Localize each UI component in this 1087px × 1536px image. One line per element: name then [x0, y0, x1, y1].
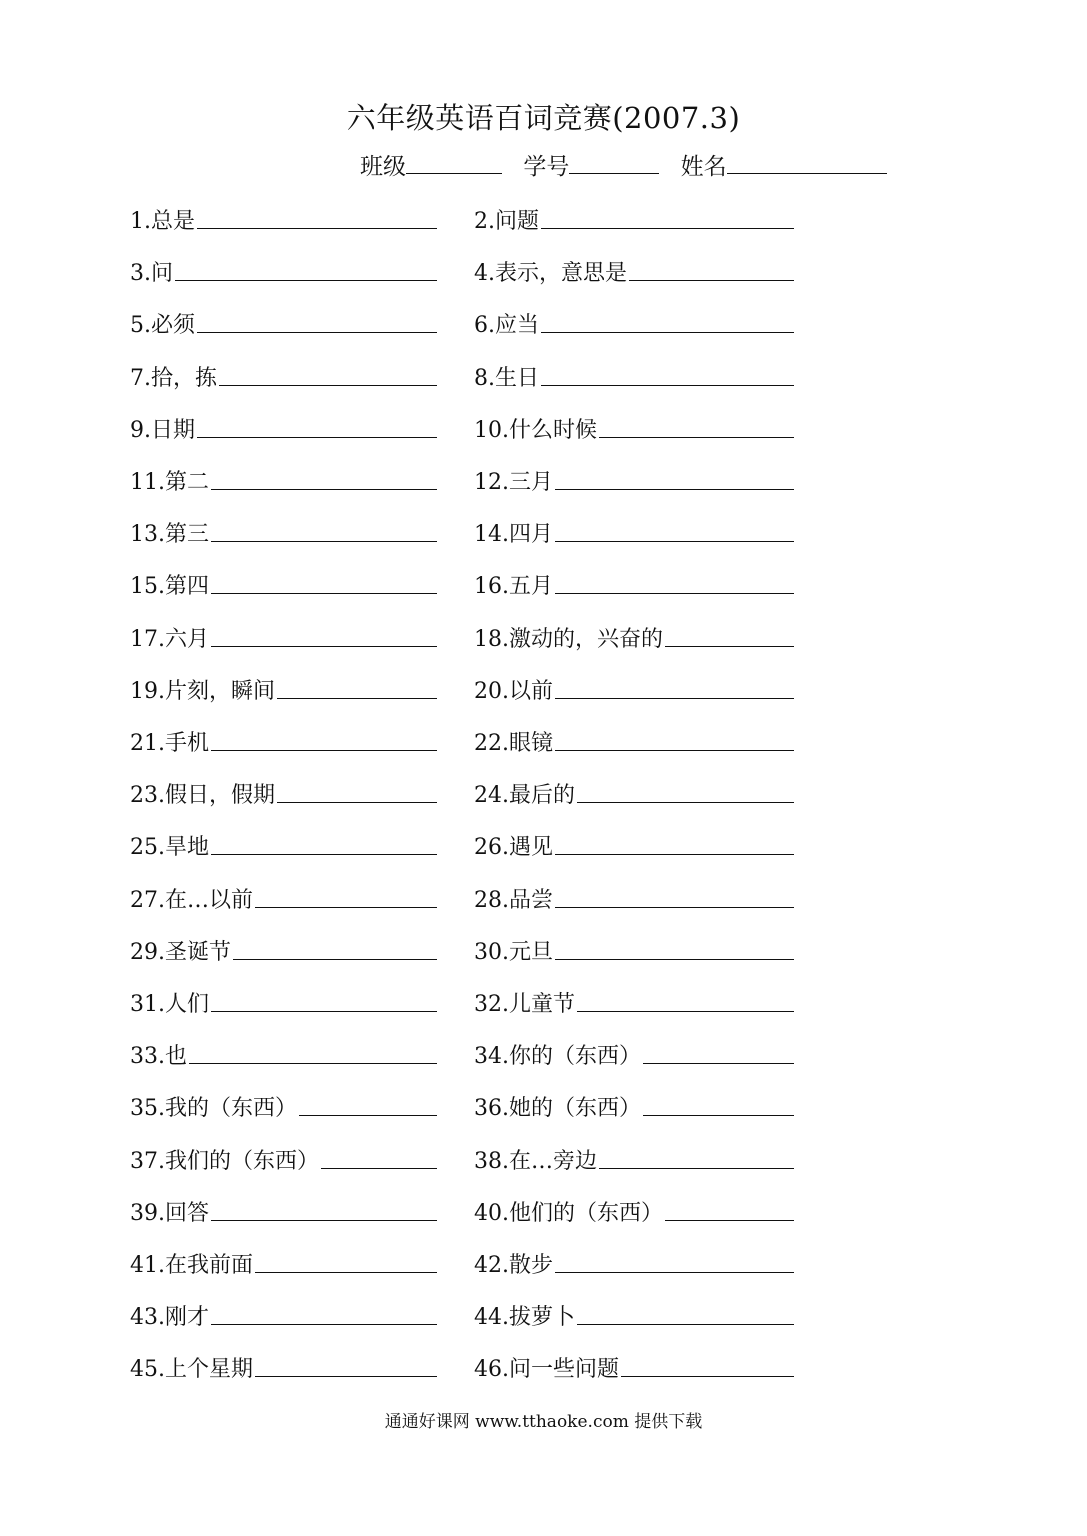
student-number-label: 学号	[523, 154, 570, 180]
item-number: 11.	[130, 470, 165, 495]
item-number: 25.	[130, 835, 165, 861]
item-text: 问题	[495, 209, 540, 234]
class-field[interactable]	[406, 151, 502, 174]
vocab-item	[130, 299, 437, 339]
item-number: 14.	[474, 522, 509, 548]
vocab-prompt	[474, 1196, 663, 1227]
vocab-prompt	[474, 465, 553, 496]
vocab-prompt	[474, 1248, 553, 1279]
item-text: 应当	[495, 313, 540, 339]
item-number: 10.	[474, 417, 509, 443]
vocab-prompt	[130, 1248, 253, 1279]
vocab-prompt	[130, 830, 209, 861]
answer-blank[interactable]	[555, 907, 794, 908]
item-text: 六月	[165, 626, 210, 652]
item-text: 什么时候	[509, 417, 598, 443]
vocab-item	[130, 821, 437, 861]
vocab-item	[130, 665, 437, 705]
vocab-item	[130, 613, 437, 653]
answer-blank[interactable]	[629, 280, 794, 281]
vocab-item	[130, 717, 437, 757]
vocab-item	[474, 508, 794, 548]
item-number: 36.	[474, 1096, 509, 1122]
vocab-item	[130, 1082, 437, 1122]
item-number: 18.	[474, 626, 509, 652]
answer-blank[interactable]	[211, 593, 437, 594]
item-number: 22.	[474, 731, 509, 756]
answer-blank[interactable]	[665, 646, 794, 647]
item-number: 12.	[474, 470, 509, 495]
vocab-prompt	[130, 1352, 253, 1383]
answer-blank[interactable]	[197, 332, 437, 333]
answer-blank[interactable]	[299, 1115, 437, 1116]
vocab-prompt	[130, 1300, 209, 1331]
item-text: 你的（东西）	[509, 1044, 642, 1070]
vocab-item	[474, 352, 794, 392]
vocab-item	[474, 978, 794, 1018]
item-number: 31.	[130, 992, 165, 1017]
vocab-item	[474, 1239, 794, 1279]
vocab-prompt	[474, 883, 553, 914]
item-text: 四月	[509, 522, 554, 548]
vocab-prompt	[474, 622, 663, 653]
item-text: 片刻，瞬间	[165, 678, 276, 704]
answer-blank[interactable]	[555, 489, 794, 490]
vocab-item	[130, 404, 437, 444]
vocab-prompt	[474, 1091, 641, 1122]
vocab-item	[474, 613, 794, 653]
answer-blank[interactable]	[621, 1376, 794, 1377]
vocab-prompt	[474, 1300, 575, 1331]
item-text: 表示，意思是	[495, 261, 628, 287]
page-title: 六年级英语百词竞赛(2007.3)	[346, 101, 741, 135]
vocab-prompt	[130, 674, 275, 705]
item-text: 手机	[165, 731, 210, 756]
answer-blank[interactable]	[175, 280, 437, 281]
vocab-prompt	[130, 204, 195, 235]
answer-blank[interactable]	[211, 489, 437, 490]
item-text: 我们的（东西）	[165, 1148, 320, 1174]
vocab-item	[130, 195, 437, 235]
vocab-item	[130, 247, 437, 287]
vocab-prompt	[130, 1196, 209, 1227]
student-info-line	[360, 148, 887, 181]
answer-blank[interactable]	[211, 750, 437, 751]
item-number: 8.	[474, 365, 495, 391]
item-number: 13.	[130, 522, 165, 548]
item-text: 她的（东西）	[509, 1096, 642, 1122]
answer-blank[interactable]	[197, 437, 437, 438]
item-text: 刚才	[165, 1305, 210, 1331]
vocab-item	[474, 926, 794, 966]
item-number: 45.	[130, 1357, 165, 1383]
vocab-prompt	[474, 830, 553, 861]
item-text: 我的（东西）	[165, 1096, 298, 1122]
vocab-item	[474, 195, 794, 235]
answer-blank[interactable]	[599, 1168, 794, 1169]
answer-blank[interactable]	[555, 1272, 794, 1273]
answer-blank[interactable]	[577, 1324, 794, 1325]
answer-blank[interactable]	[599, 437, 794, 438]
item-text: 五月	[509, 574, 554, 600]
vocab-prompt	[130, 1091, 297, 1122]
answer-blank[interactable]	[665, 1220, 794, 1221]
vocab-prompt	[130, 1144, 319, 1175]
vocab-item	[130, 1030, 437, 1070]
item-number: 5.	[130, 313, 151, 339]
vocab-item	[474, 1030, 794, 1070]
item-number: 2.	[474, 209, 495, 234]
answer-blank[interactable]	[321, 1168, 437, 1169]
answer-blank[interactable]	[643, 1063, 794, 1064]
item-text: 儿童节	[509, 992, 576, 1017]
item-text: 最后的	[509, 783, 576, 809]
item-text: 他们的（东西）	[509, 1200, 664, 1226]
vocab-prompt	[130, 935, 231, 966]
vocab-prompt	[130, 622, 209, 653]
class-label: 班级	[360, 154, 406, 180]
vocab-prompt	[130, 465, 209, 496]
item-text: 第二	[165, 470, 210, 495]
vocab-prompt	[474, 1144, 597, 1175]
item-number: 17.	[130, 626, 165, 652]
vocab-item	[474, 874, 794, 914]
answer-blank[interactable]	[555, 854, 794, 855]
item-number: 24.	[474, 783, 509, 809]
vocab-prompt	[474, 256, 627, 287]
vocab-item	[130, 508, 437, 548]
vocab-item	[474, 717, 794, 757]
vocab-item	[474, 1291, 794, 1331]
name-label: 姓名	[680, 154, 727, 180]
answer-blank[interactable]	[255, 1376, 437, 1377]
answer-blank[interactable]	[555, 593, 794, 594]
vocab-item	[474, 665, 794, 705]
vocab-item	[130, 1291, 437, 1331]
item-number: 16.	[474, 574, 509, 600]
vocab-prompt	[130, 726, 209, 757]
name-field[interactable]	[727, 151, 887, 174]
vocab-prompt	[130, 883, 253, 914]
answer-blank[interactable]	[577, 802, 794, 803]
vocab-prompt	[130, 361, 217, 392]
vocab-prompt	[130, 987, 209, 1018]
answer-blank[interactable]	[211, 1324, 437, 1325]
item-text: 日期	[151, 417, 196, 443]
vocab-item	[474, 299, 794, 339]
item-number: 39.	[130, 1200, 165, 1226]
item-number: 9.	[130, 417, 151, 443]
item-text: 也	[165, 1044, 188, 1070]
vocab-prompt	[474, 413, 597, 444]
item-text: 以前	[509, 678, 554, 704]
vocab-item	[130, 874, 437, 914]
item-text: 假日，假期	[165, 783, 276, 809]
item-number: 20.	[474, 678, 509, 704]
item-text: 上个星期	[165, 1357, 254, 1383]
vocab-item	[474, 1135, 794, 1175]
item-number: 40.	[474, 1200, 509, 1226]
item-number: 29.	[130, 939, 165, 965]
vocab-prompt	[474, 935, 553, 966]
item-text: 三月	[509, 470, 554, 495]
answer-blank[interactable]	[555, 750, 794, 751]
vocab-prompt	[474, 517, 553, 548]
vocab-item	[474, 1082, 794, 1122]
vocab-item	[474, 247, 794, 287]
vocab-item	[130, 352, 437, 392]
answer-blank[interactable]	[255, 1272, 437, 1273]
item-text: 眼镜	[509, 731, 554, 756]
vocab-item	[130, 1135, 437, 1175]
vocab-prompt	[474, 1039, 641, 1070]
item-number: 21.	[130, 731, 165, 756]
item-text: 激动的，兴奋的	[509, 626, 664, 652]
item-number: 1.	[130, 209, 151, 234]
item-number: 38.	[474, 1148, 509, 1174]
item-number: 27.	[130, 887, 165, 913]
vocab-prompt	[474, 987, 575, 1018]
vocab-prompt	[474, 569, 553, 600]
item-text: 散步	[509, 1253, 554, 1278]
item-number: 30.	[474, 939, 509, 965]
item-text: 拾，拣	[151, 365, 218, 391]
answer-blank[interactable]	[211, 1011, 437, 1012]
item-text: 问	[151, 261, 174, 287]
vocab-item	[474, 769, 794, 809]
vocab-prompt	[130, 778, 275, 809]
vocab-prompt	[130, 569, 209, 600]
item-number: 44.	[474, 1305, 509, 1331]
item-number: 46.	[474, 1357, 509, 1383]
vocab-prompt	[474, 204, 539, 235]
vocab-item	[130, 456, 437, 496]
answer-blank[interactable]	[197, 228, 437, 229]
vocab-prompt	[474, 308, 539, 339]
item-number: 19.	[130, 678, 165, 704]
item-text: 拔萝卜	[509, 1305, 576, 1331]
item-number: 35.	[130, 1096, 165, 1122]
item-number: 7.	[130, 365, 151, 391]
item-number: 26.	[474, 835, 509, 861]
answer-blank[interactable]	[211, 646, 437, 647]
vocab-prompt	[130, 1039, 187, 1070]
item-text: 在…以前	[165, 887, 254, 913]
vocab-prompt	[474, 778, 575, 809]
vocab-item	[130, 1343, 437, 1383]
answer-blank[interactable]	[219, 385, 437, 386]
item-text: 遇见	[509, 835, 554, 861]
item-number: 6.	[474, 313, 495, 339]
answer-blank[interactable]	[211, 541, 437, 542]
vocab-item	[130, 1239, 437, 1279]
answer-blank[interactable]	[541, 228, 794, 229]
vocab-item	[130, 560, 437, 600]
answer-blank[interactable]	[233, 959, 437, 960]
answer-blank[interactable]	[277, 698, 437, 699]
vocab-prompt	[474, 1352, 619, 1383]
vocab-item	[474, 821, 794, 861]
item-number: 4.	[474, 261, 495, 287]
vocab-prompt	[130, 308, 195, 339]
item-text: 旱地	[165, 835, 210, 861]
item-text: 在…旁边	[509, 1148, 598, 1174]
item-text: 生日	[495, 365, 540, 391]
answer-blank[interactable]	[555, 698, 794, 699]
vocab-prompt	[474, 674, 553, 705]
item-number: 32.	[474, 992, 509, 1017]
vocab-item	[474, 1343, 794, 1383]
item-text: 品尝	[509, 887, 554, 913]
answer-blank[interactable]	[555, 959, 794, 960]
answer-blank[interactable]	[541, 332, 794, 333]
vocab-item	[130, 769, 437, 809]
item-number: 3.	[130, 261, 151, 287]
vocab-prompt	[130, 413, 195, 444]
vocab-prompt	[474, 726, 553, 757]
item-text: 总是	[151, 209, 196, 234]
vocab-item	[474, 1187, 794, 1227]
vocab-prompt	[130, 517, 209, 548]
answer-blank[interactable]	[555, 541, 794, 542]
item-number: 42.	[474, 1253, 509, 1278]
item-text: 问一些问题	[509, 1357, 620, 1383]
answer-blank[interactable]	[211, 1220, 437, 1221]
item-number: 43.	[130, 1305, 165, 1331]
answer-blank[interactable]	[211, 854, 437, 855]
vocab-item	[130, 1187, 437, 1227]
item-number: 23.	[130, 783, 165, 809]
item-number: 37.	[130, 1148, 165, 1174]
answer-blank[interactable]	[277, 802, 437, 803]
item-text: 在我前面	[165, 1253, 254, 1278]
answer-blank[interactable]	[189, 1063, 437, 1064]
item-number: 15.	[130, 574, 165, 600]
vocab-item	[474, 560, 794, 600]
item-text: 人们	[165, 992, 210, 1017]
vocab-item	[130, 978, 437, 1018]
vocab-prompt	[474, 361, 539, 392]
answer-blank[interactable]	[643, 1115, 794, 1116]
answer-blank[interactable]	[577, 1011, 794, 1012]
vocab-item	[130, 926, 437, 966]
item-text: 元旦	[509, 939, 554, 965]
item-text: 回答	[165, 1200, 210, 1226]
answer-blank[interactable]	[541, 385, 794, 386]
item-text: 圣诞节	[165, 939, 232, 965]
item-number: 41.	[130, 1253, 165, 1278]
item-text: 必须	[151, 313, 196, 339]
item-number: 33.	[130, 1044, 165, 1070]
vocab-item	[474, 404, 794, 444]
footer-credit: 通通好课网 www.tthaoke.com 提供下载	[384, 1412, 703, 1432]
vocab-item	[474, 456, 794, 496]
item-number: 28.	[474, 887, 509, 913]
item-text: 第三	[165, 522, 210, 548]
item-number: 34.	[474, 1044, 509, 1070]
student-number-field[interactable]	[569, 151, 659, 174]
vocab-prompt	[130, 256, 173, 287]
answer-blank[interactable]	[255, 907, 437, 908]
item-text: 第四	[165, 574, 210, 600]
